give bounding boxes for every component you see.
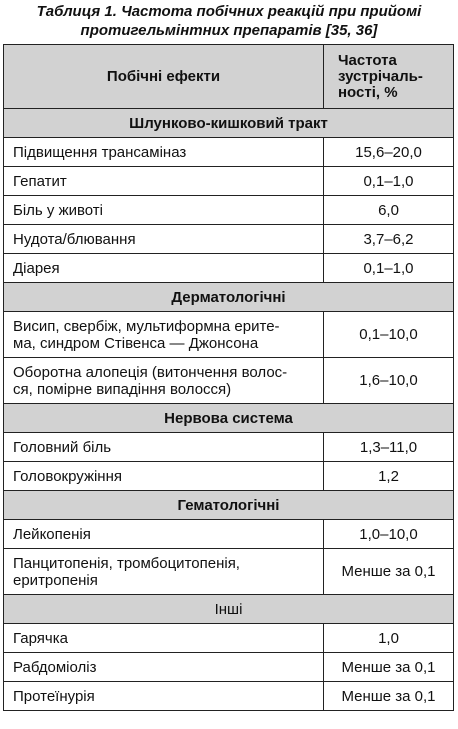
- section-title: Шлунково-кишковий тракт: [4, 109, 454, 138]
- section-title: Нервова система: [4, 404, 454, 433]
- section-row: [4, 595, 454, 624]
- effect-cell: Лейкопенія: [4, 520, 324, 549]
- effect-line: ма, синдром Стівенса — Джонсона: [13, 334, 259, 352]
- table-caption: [0, 2, 458, 40]
- frequency-cell: Менше за 0,1: [324, 653, 454, 682]
- frequency-cell: 3,7–6,2: [324, 225, 454, 254]
- table-row: [4, 358, 454, 404]
- effect-cell: Біль у животі: [4, 196, 324, 225]
- table-row: [4, 520, 454, 549]
- table-row: [4, 462, 454, 491]
- frequency-cell: Менше за 0,1: [324, 549, 454, 595]
- table-row: [4, 138, 454, 167]
- frequency-cell: 6,0: [324, 196, 454, 225]
- table-row: [4, 433, 454, 462]
- effect-cell: Головний біль: [4, 433, 324, 462]
- effect-cell: [4, 358, 324, 404]
- header-frequency-line: ності, %: [338, 83, 398, 101]
- table-row: [4, 682, 454, 711]
- frequency-cell: 1,0–10,0: [324, 520, 454, 549]
- caption-line-1: Таблиця 1. Частота побічних реакцій при прийомі: [36, 3, 422, 20]
- effect-line: Оборотна алопеція (витончення волос-: [13, 363, 288, 381]
- effect-cell: [4, 312, 324, 358]
- side-effects-table: [3, 44, 454, 711]
- section-row: [4, 491, 454, 520]
- table-header-row: [4, 45, 454, 109]
- effect-cell: Діарея: [4, 254, 324, 283]
- effect-cell: Протеїнурія: [4, 682, 324, 711]
- table-row: [4, 549, 454, 595]
- table-row: [4, 312, 454, 358]
- frequency-cell: 0,1–1,0: [324, 254, 454, 283]
- effect-cell: Нудота/блювання: [4, 225, 324, 254]
- section-title: Дерматологічні: [4, 283, 454, 312]
- effect-line: еритропенія: [13, 571, 98, 589]
- section-row: [4, 109, 454, 138]
- frequency-cell: 1,6–10,0: [324, 358, 454, 404]
- frequency-cell: 15,6–20,0: [324, 138, 454, 167]
- section-title: Інші: [4, 595, 454, 624]
- effect-line: Висип, свербіж, мультиформна ерите-: [13, 317, 280, 335]
- frequency-cell: 1,0: [324, 624, 454, 653]
- section-row: [4, 283, 454, 312]
- section-row: [4, 404, 454, 433]
- header-effects: Побічні ефекти: [4, 45, 324, 109]
- header-frequency: [324, 45, 454, 109]
- header-frequency-line: Частота: [338, 51, 397, 69]
- effect-cell: Підвищення трансаміназ: [4, 138, 324, 167]
- effect-cell: Рабдоміоліз: [4, 653, 324, 682]
- effect-cell: Гарячка: [4, 624, 324, 653]
- section-title: Гематологічні: [4, 491, 454, 520]
- effect-cell: Головокружіння: [4, 462, 324, 491]
- effect-line: Панцитопенія, тромбоцитопенія,: [13, 554, 240, 572]
- frequency-cell: 0,1–10,0: [324, 312, 454, 358]
- header-frequency-line: зустрічаль-: [338, 67, 423, 85]
- frequency-cell: 0,1–1,0: [324, 167, 454, 196]
- table-row: [4, 167, 454, 196]
- frequency-cell: 1,3–11,0: [324, 433, 454, 462]
- frequency-cell: 1,2: [324, 462, 454, 491]
- caption-line-2: протигельмінтних препаратів [35, 36]: [80, 22, 378, 39]
- effect-cell: [4, 549, 324, 595]
- table-row: [4, 254, 454, 283]
- table-row: [4, 653, 454, 682]
- table-row: [4, 624, 454, 653]
- effect-cell: Гепатит: [4, 167, 324, 196]
- frequency-cell: Менше за 0,1: [324, 682, 454, 711]
- table-row: [4, 196, 454, 225]
- effect-line: ся, помірне випадіння волосся): [13, 380, 232, 398]
- table-row: [4, 225, 454, 254]
